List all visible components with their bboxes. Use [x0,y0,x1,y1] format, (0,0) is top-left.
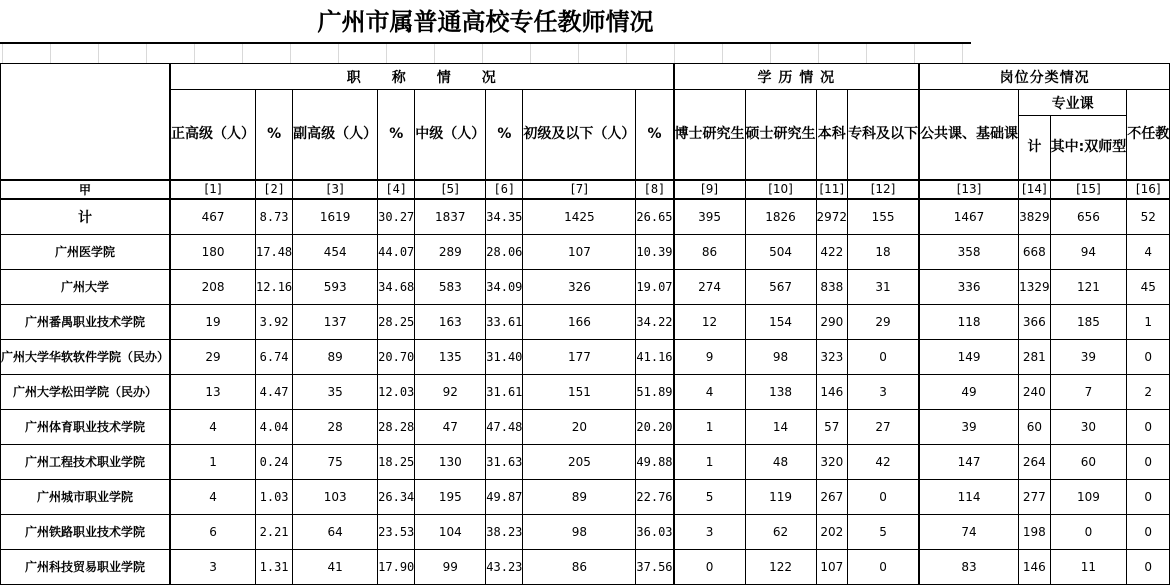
count-cell: 336 [919,269,1019,304]
count-cell: 6 [170,514,256,549]
col-header-pct: % [378,90,415,180]
count-cell: 240 [1019,374,1051,409]
count-cell: 1 [674,444,746,479]
count-cell: 92 [415,374,486,409]
count-cell: 290 [816,304,848,339]
count-cell: 20 [523,409,636,444]
count-cell: 289 [415,234,486,269]
percent-cell: 30.27 [378,199,415,235]
count-cell: 3829 [1019,199,1051,235]
school-name: 广州体育职业技术学院 [1,409,171,444]
count-cell: 1826 [745,199,816,235]
count-cell: 2972 [816,199,848,235]
col-header-major-total: 计 [1019,116,1051,180]
count-cell: 454 [293,234,378,269]
count-cell: 155 [848,199,920,235]
percent-cell: 17.90 [378,549,415,584]
col-header-college-below: 专科及以下 [848,90,920,180]
blank-spacer-row [0,44,971,63]
table-row [1,234,1170,269]
percent-cell: 23.53 [378,514,415,549]
code-cell: [5] [415,180,486,199]
count-cell: 5 [674,479,746,514]
count-cell: 31 [848,269,920,304]
count-cell: 52 [1127,199,1170,235]
count-cell: 39 [919,409,1019,444]
count-cell: 103 [293,479,378,514]
count-cell: 358 [919,234,1019,269]
percent-cell: 26.34 [378,479,415,514]
count-cell: 422 [816,234,848,269]
table-row [1,374,1170,409]
percent-cell: 34.35 [486,199,523,235]
count-cell: 98 [745,339,816,374]
col-header-pct: % [256,90,293,180]
count-cell: 30 [1050,409,1127,444]
percent-cell: 20.20 [636,409,674,444]
percent-cell: 44.07 [378,234,415,269]
count-cell: 1837 [415,199,486,235]
count-cell: 668 [1019,234,1051,269]
percent-cell: 8.73 [256,199,293,235]
count-cell: 838 [816,269,848,304]
count-cell: 177 [523,339,636,374]
count-cell: 75 [293,444,378,479]
count-cell: 7 [1050,374,1127,409]
percent-cell: 31.63 [486,444,523,479]
count-cell: 42 [848,444,920,479]
count-cell: 366 [1019,304,1051,339]
col-header-major-courses: 专业课 [1019,90,1127,116]
count-cell: 114 [919,479,1019,514]
count-cell: 19 [170,304,256,339]
count-cell: 62 [745,514,816,549]
table-row [1,549,1170,584]
count-cell: 28 [293,409,378,444]
percent-cell: 34.22 [636,304,674,339]
count-cell: 656 [1050,199,1127,235]
count-cell: 5 [848,514,920,549]
count-cell: 504 [745,234,816,269]
code-cell: [6] [486,180,523,199]
count-cell: 3 [674,514,746,549]
count-cell: 74 [919,514,1019,549]
count-cell: 0 [1127,409,1170,444]
count-cell: 166 [523,304,636,339]
count-cell: 0 [1127,549,1170,584]
col-header-pct: % [486,90,523,180]
count-cell: 1467 [919,199,1019,235]
percent-cell: 31.40 [486,339,523,374]
count-cell: 4 [1127,234,1170,269]
percent-cell: 17.48 [256,234,293,269]
percent-cell: 12.16 [256,269,293,304]
count-cell: 326 [523,269,636,304]
percent-cell: 28.28 [378,409,415,444]
count-cell: 35 [293,374,378,409]
count-cell: 29 [170,339,256,374]
count-cell: 118 [919,304,1019,339]
col-header-doctorate: 博士研究生 [674,90,746,180]
count-cell: 64 [293,514,378,549]
percent-cell: 6.74 [256,339,293,374]
percent-cell: 43.23 [486,549,523,584]
count-cell: 4 [170,409,256,444]
percent-cell: 22.76 [636,479,674,514]
col-header-pct: % [636,90,674,180]
count-cell: 3 [170,549,256,584]
col-header-bachelor: 本科 [816,90,848,180]
count-cell: 281 [1019,339,1051,374]
row-label-header [1,64,171,180]
count-cell: 205 [523,444,636,479]
count-cell: 41 [293,549,378,584]
count-cell: 467 [170,199,256,235]
col-header-deputy-senior: 副高级（人） [293,90,378,180]
code-cell: [11] [816,180,848,199]
count-cell: 1425 [523,199,636,235]
table-row [1,479,1170,514]
count-cell: 47 [415,409,486,444]
percent-cell: 47.48 [486,409,523,444]
count-cell: 154 [745,304,816,339]
percent-cell: 33.61 [486,304,523,339]
percent-cell: 31.61 [486,374,523,409]
count-cell: 0 [1127,339,1170,374]
count-cell: 135 [415,339,486,374]
percent-cell: 4.47 [256,374,293,409]
education-group-header: 学 历 情 况 [674,64,920,90]
percent-cell: 38.23 [486,514,523,549]
count-cell: 198 [1019,514,1051,549]
count-cell: 107 [816,549,848,584]
count-cell: 1619 [293,199,378,235]
school-name: 广州大学松田学院（民办） [1,374,171,409]
count-cell: 11 [1050,549,1127,584]
table-row [1,304,1170,339]
count-cell: 149 [919,339,1019,374]
col-header-dual-qualified: 其中:双师型 [1050,116,1127,180]
count-cell: 1329 [1019,269,1051,304]
percent-cell: 28.25 [378,304,415,339]
count-cell: 60 [1050,444,1127,479]
count-cell: 267 [816,479,848,514]
count-cell: 264 [1019,444,1051,479]
count-cell: 48 [745,444,816,479]
school-name: 广州大学华软软件学院（民办） [1,339,171,374]
count-cell: 4 [674,374,746,409]
table-row [1,444,1170,479]
percent-cell: 18.25 [378,444,415,479]
col-header-intermediate: 中级（人） [415,90,486,180]
count-cell: 104 [415,514,486,549]
count-cell: 277 [1019,479,1051,514]
count-cell: 99 [415,549,486,584]
count-cell: 395 [674,199,746,235]
count-cell: 163 [415,304,486,339]
count-cell: 119 [745,479,816,514]
count-cell: 9 [674,339,746,374]
code-cell: [14] [1019,180,1051,199]
count-cell: 151 [523,374,636,409]
table-title: 广州市属普通高校专任教师情况 [317,8,654,36]
count-cell: 60 [1019,409,1051,444]
count-cell: 567 [745,269,816,304]
count-cell: 45 [1127,269,1170,304]
percent-cell: 20.70 [378,339,415,374]
percent-cell: 41.16 [636,339,674,374]
percent-cell: 34.68 [378,269,415,304]
school-name: 广州城市职业学院 [1,479,171,514]
school-name: 广州番禺职业技术学院 [1,304,171,339]
total-row [1,199,1170,235]
count-cell: 208 [170,269,256,304]
percent-cell: 4.04 [256,409,293,444]
code-cell: [2] [256,180,293,199]
count-cell: 0 [1127,514,1170,549]
school-name: 广州医学院 [1,234,171,269]
percent-cell: 2.21 [256,514,293,549]
count-cell: 49 [919,374,1019,409]
count-cell: 89 [523,479,636,514]
count-cell: 180 [170,234,256,269]
count-cell: 202 [816,514,848,549]
count-cell: 27 [848,409,920,444]
col-header-masters: 硕士研究生 [745,90,816,180]
count-cell: 320 [816,444,848,479]
count-cell: 86 [674,234,746,269]
count-cell: 130 [415,444,486,479]
count-cell: 138 [745,374,816,409]
count-cell: 0 [848,479,920,514]
count-cell: 137 [293,304,378,339]
count-cell: 185 [1050,304,1127,339]
count-cell: 83 [919,549,1019,584]
count-cell: 1 [674,409,746,444]
count-cell: 3 [848,374,920,409]
code-cell: [15] [1050,180,1127,199]
code-cell: [10] [745,180,816,199]
code-cell: [1] [170,180,256,199]
count-cell: 146 [816,374,848,409]
col-header-junior: 初级及以下（人） [523,90,636,180]
percent-cell: 10.39 [636,234,674,269]
count-cell: 89 [293,339,378,374]
count-cell: 0 [1127,444,1170,479]
col-header-senior: 正高级（人） [170,90,256,180]
count-cell: 122 [745,549,816,584]
code-cell: 甲 [1,180,171,199]
percent-cell: 28.06 [486,234,523,269]
percent-cell: 1.31 [256,549,293,584]
posts-group-header: 岗位分类情况 [919,64,1170,90]
count-cell: 147 [919,444,1019,479]
code-cell: [8] [636,180,674,199]
school-name: 广州工程技术职业学院 [1,444,171,479]
table-row [1,514,1170,549]
school-name: 广州科技贸易职业学院 [1,549,171,584]
percent-cell: 51.89 [636,374,674,409]
teacher-statistics-table [0,63,1170,585]
count-cell: 94 [1050,234,1127,269]
total-label: 计 [1,199,171,235]
count-cell: 2 [1127,374,1170,409]
percent-cell: 0.24 [256,444,293,479]
count-cell: 121 [1050,269,1127,304]
code-cell: [7] [523,180,636,199]
code-cell: [13] [919,180,1019,199]
percent-cell: 49.87 [486,479,523,514]
percent-cell: 34.09 [486,269,523,304]
count-cell: 29 [848,304,920,339]
count-cell: 107 [523,234,636,269]
count-cell: 4 [170,479,256,514]
table-row [1,339,1170,374]
count-cell: 98 [523,514,636,549]
count-cell: 274 [674,269,746,304]
percent-cell: 36.03 [636,514,674,549]
percent-cell: 3.92 [256,304,293,339]
count-cell: 195 [415,479,486,514]
column-code-row [1,180,1170,199]
titles-group-header: 职 称 情 况 [170,64,674,90]
percent-cell: 1.03 [256,479,293,514]
code-cell: [12] [848,180,920,199]
count-cell: 1 [170,444,256,479]
count-cell: 109 [1050,479,1127,514]
count-cell: 146 [1019,549,1051,584]
count-cell: 0 [1050,514,1127,549]
percent-cell: 12.03 [378,374,415,409]
count-cell: 18 [848,234,920,269]
code-cell: [4] [378,180,415,199]
code-cell: [3] [293,180,378,199]
percent-cell: 49.88 [636,444,674,479]
school-name: 广州大学 [1,269,171,304]
table-row [1,409,1170,444]
count-cell: 57 [816,409,848,444]
count-cell: 13 [170,374,256,409]
count-cell: 1 [1127,304,1170,339]
count-cell: 583 [415,269,486,304]
count-cell: 0 [848,339,920,374]
count-cell: 14 [745,409,816,444]
col-header-not-teaching: 不任教 [1127,90,1170,180]
count-cell: 0 [674,549,746,584]
count-cell: 0 [848,549,920,584]
code-cell: [16] [1127,180,1170,199]
percent-cell: 37.56 [636,549,674,584]
count-cell: 39 [1050,339,1127,374]
count-cell: 86 [523,549,636,584]
percent-cell: 19.07 [636,269,674,304]
count-cell: 0 [1127,479,1170,514]
col-header-public-courses: 公共课、基础课 [919,90,1019,180]
code-cell: [9] [674,180,746,199]
count-cell: 12 [674,304,746,339]
count-cell: 593 [293,269,378,304]
table-row [1,269,1170,304]
school-name: 广州铁路职业技术学院 [1,514,171,549]
percent-cell: 26.65 [636,199,674,235]
count-cell: 323 [816,339,848,374]
